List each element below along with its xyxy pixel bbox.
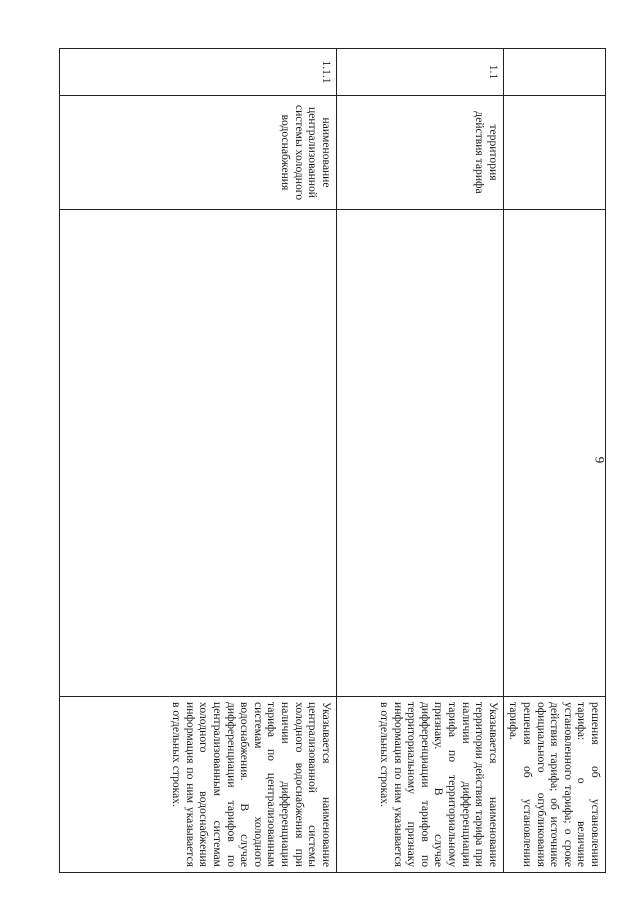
row-name-cell bbox=[503, 96, 605, 210]
tariff-info-table bbox=[59, 48, 606, 873]
row-value-cell bbox=[59, 210, 336, 697]
row-number-cell: 1.1 bbox=[336, 49, 503, 96]
table-row bbox=[336, 49, 503, 873]
rotated-table-container bbox=[73, 48, 606, 872]
table-row bbox=[503, 49, 605, 873]
row-description-cell: решения об установлении тарифа: о величине установленного тарифа; о сроке действия тарифа; об источнике официального опубликования решения об установлении тарифа. bbox=[503, 697, 605, 873]
row-description-cell: Указывается наименование централизованной системы холодного водоснабжения при наличии дифференциации тарифа по централизованным системам холодного водоснабжения. В случае дифференциации тарифов по централизованным системам холодного водоснабжения информация по ним указывается в отдельных строках. bbox=[59, 697, 336, 873]
page-number: 9 bbox=[592, 456, 608, 464]
row-description-cell: Указывается наименование территории действия тарифа при наличии дифференциации тарифа по территориальному признаку. В случае дифференциации тарифов по территориальному признаку информация по ним указывается в отдельных строках. bbox=[336, 697, 503, 873]
row-name-cell: наименование централизованной системы холодного водоснабжения bbox=[59, 96, 336, 210]
row-number-cell bbox=[503, 49, 605, 96]
row-value-cell bbox=[336, 210, 503, 697]
table-row bbox=[59, 49, 336, 873]
row-name-cell: территория действия тарифа bbox=[336, 96, 503, 210]
row-number-cell: 1.1.1 bbox=[59, 49, 336, 96]
row-value-cell bbox=[503, 210, 608, 697]
